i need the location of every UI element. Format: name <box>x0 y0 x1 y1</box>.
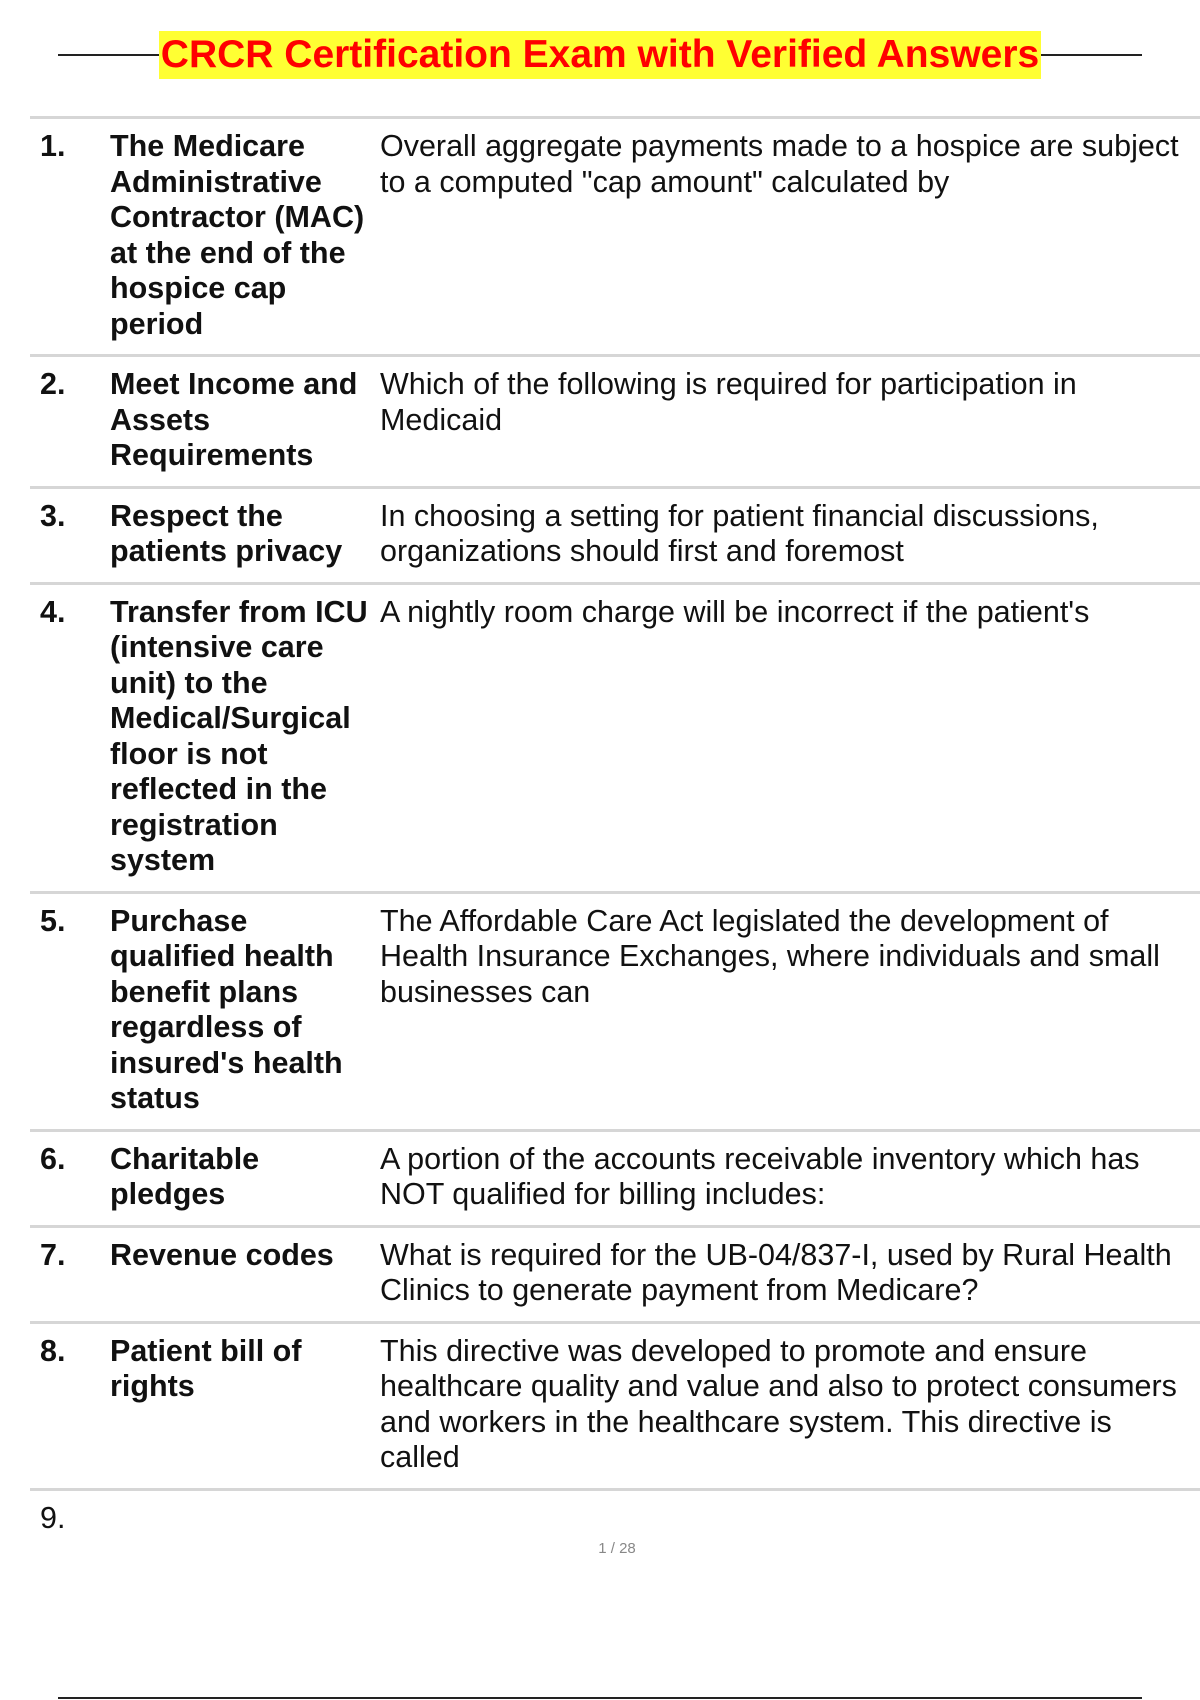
qa-row-3 <box>30 489 1200 585</box>
question-text: The Affordable Care Act legislated the development of Health Insurance Exchanges, where individuals and small businesses can <box>380 903 1160 1009</box>
question-text: Which of the following is required for participation in Medicaid <box>380 367 1077 437</box>
question-text: In choosing a setting for patient financial discussions, organizations should first and foremost <box>380 498 1099 568</box>
item-number: 1. <box>40 129 66 163</box>
qa-row-4 <box>30 585 1200 894</box>
question-text: What is required for the UB-04/837-I, used by Rural Health Clinics to generate payment from Medicare? <box>380 1237 1172 1307</box>
item-number: 9. <box>40 1500 66 1535</box>
answer-term: Respect the patients privacy <box>110 498 343 568</box>
title-left-rule <box>58 54 159 56</box>
question-text: A nightly room charge will be incorrect if the patient's <box>380 594 1090 629</box>
answer-term: Transfer from ICU (intensive care unit) to the Medical/Surgical floor is not reflected in the registration system <box>110 594 368 877</box>
qa-row-8 <box>30 1324 1200 1491</box>
item-number: 2. <box>40 367 66 401</box>
qa-row-6 <box>30 1132 1200 1228</box>
item-number: 8. <box>40 1333 66 1368</box>
answer-term: Purchase qualified health benefit plans regardless of insured's health status <box>110 903 343 1115</box>
answer-term: Meet Income and Assets Requirements <box>110 367 358 472</box>
document-title: CRCR Certification Exam with Verified Answers <box>159 31 1041 79</box>
page-bottom-rule <box>58 1697 1142 1699</box>
question-text: This directive was developed to promote and ensure healthcare quality and value and also to protect consumers and workers in the healthcare system. This directive is called <box>380 1333 1177 1474</box>
qa-row-9 <box>30 1491 1200 1537</box>
qa-row-5 <box>30 894 1200 1132</box>
document-title-bar <box>58 30 1142 80</box>
qa-row-2 <box>30 357 1200 489</box>
answer-term: The Medicare Administrative Contractor (MAC) at the end of the hospice cap period <box>110 129 365 341</box>
question-text: A portion of the accounts receivable inventory which has NOT qualified for billing includes: <box>380 1141 1140 1211</box>
answer-term: Patient bill of rights <box>110 1333 302 1403</box>
qa-row-1 <box>30 119 1200 357</box>
answer-term: Charitable pledges <box>110 1141 260 1211</box>
item-number: 3. <box>40 498 66 533</box>
item-number: 4. <box>40 594 66 629</box>
title-right-rule <box>1041 54 1142 56</box>
answer-term: Revenue codes <box>110 1237 334 1272</box>
item-number: 6. <box>40 1141 66 1176</box>
qa-row-7 <box>30 1228 1200 1324</box>
item-number: 7. <box>40 1237 66 1272</box>
qa-table <box>30 116 1200 1536</box>
page-indicator: 1 / 28 <box>598 1540 636 1557</box>
item-number: 5. <box>40 903 66 938</box>
question-text: Overall aggregate payments made to a hospice are subject to a computed "cap amount" calculated by <box>380 129 1179 199</box>
